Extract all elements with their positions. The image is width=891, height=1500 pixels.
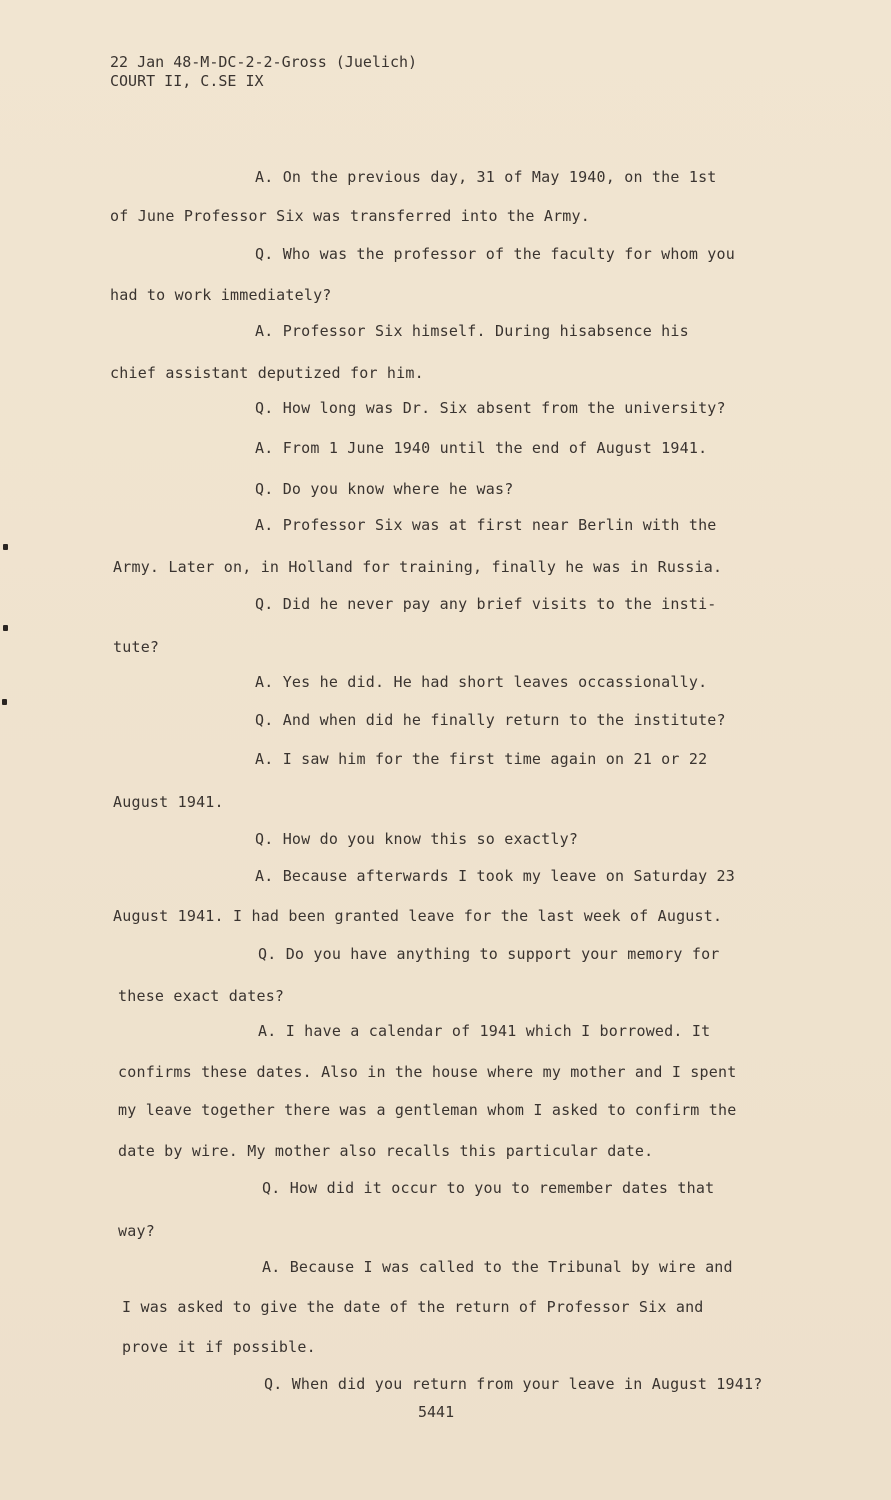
margin-mark bbox=[2, 699, 7, 705]
transcript-line: Army. Later on, in Holland for training, finally he was in Russia. bbox=[113, 558, 723, 576]
transcript-line: Q. Did he never pay any brief visits to the insti- bbox=[255, 595, 717, 613]
transcript-line: Q. And when did he finally return to the institute? bbox=[255, 711, 726, 729]
transcript-line: A. I saw him for the first time again on 21 or 22 bbox=[255, 750, 708, 768]
transcript-line: A. Because afterwards I took my leave on Saturday 23 bbox=[255, 867, 735, 885]
transcript-line: these exact dates? bbox=[118, 987, 285, 1005]
transcript-line: A. Professor Six was at first near Berlin with the bbox=[255, 516, 717, 534]
transcript-line: Q. Do you have anything to support your memory for bbox=[258, 945, 720, 963]
transcript-line: Q. Who was the professor of the faculty for whom you bbox=[255, 245, 735, 263]
transcript-line: A. From 1 June 1940 until the end of August 1941. bbox=[255, 439, 708, 457]
transcript-line: tute? bbox=[113, 638, 160, 656]
document-header bbox=[110, 53, 417, 91]
header-court-case: COURT II, C.SE IX bbox=[110, 72, 264, 90]
transcript-line: August 1941. bbox=[113, 793, 224, 811]
transcript-line: Q. When did you return from your leave in August 1941? bbox=[264, 1375, 763, 1393]
transcript-line: had to work immediately? bbox=[110, 286, 332, 304]
transcript-line: A. I have a calendar of 1941 which I borrowed. It bbox=[258, 1022, 711, 1040]
transcript-line: chief assistant deputized for him. bbox=[110, 364, 424, 382]
page-number: 5441 bbox=[418, 1403, 455, 1421]
transcript-line: Q. How did it occur to you to remember dates that bbox=[262, 1179, 715, 1197]
transcript-line: date by wire. My mother also recalls this particular date. bbox=[118, 1142, 654, 1160]
transcript-line: I was asked to give the date of the return of Professor Six and bbox=[122, 1298, 704, 1316]
transcript-line: A. Professor Six himself. During hisabsence his bbox=[255, 322, 689, 340]
transcript-line: my leave together there was a gentleman whom I asked to confirm the bbox=[118, 1101, 737, 1119]
transcript-line: A. Because I was called to the Tribunal by wire and bbox=[262, 1258, 733, 1276]
transcript-line: Q. Do you know where he was? bbox=[255, 480, 514, 498]
transcript-line: A. Yes he did. He had short leaves occassionally. bbox=[255, 673, 708, 691]
transcript-line: Q. How do you know this so exactly? bbox=[255, 830, 579, 848]
margin-mark bbox=[3, 625, 8, 631]
transcript-line: way? bbox=[118, 1222, 155, 1240]
transcript-line: August 1941. I had been granted leave for the last week of August. bbox=[113, 907, 723, 925]
transcript-line: confirms these dates. Also in the house where my mother and I spent bbox=[118, 1063, 737, 1081]
margin-mark bbox=[3, 544, 8, 550]
transcript-line: of June Professor Six was transferred into the Army. bbox=[110, 207, 590, 225]
transcript-line: Q. How long was Dr. Six absent from the university? bbox=[255, 399, 726, 417]
header-reference: 22 Jan 48-M-DC-2-2-Gross (Juelich) bbox=[110, 53, 418, 71]
transcript-line: prove it if possible. bbox=[122, 1338, 316, 1356]
transcript-line: A. On the previous day, 31 of May 1940, on the 1st bbox=[255, 168, 717, 186]
